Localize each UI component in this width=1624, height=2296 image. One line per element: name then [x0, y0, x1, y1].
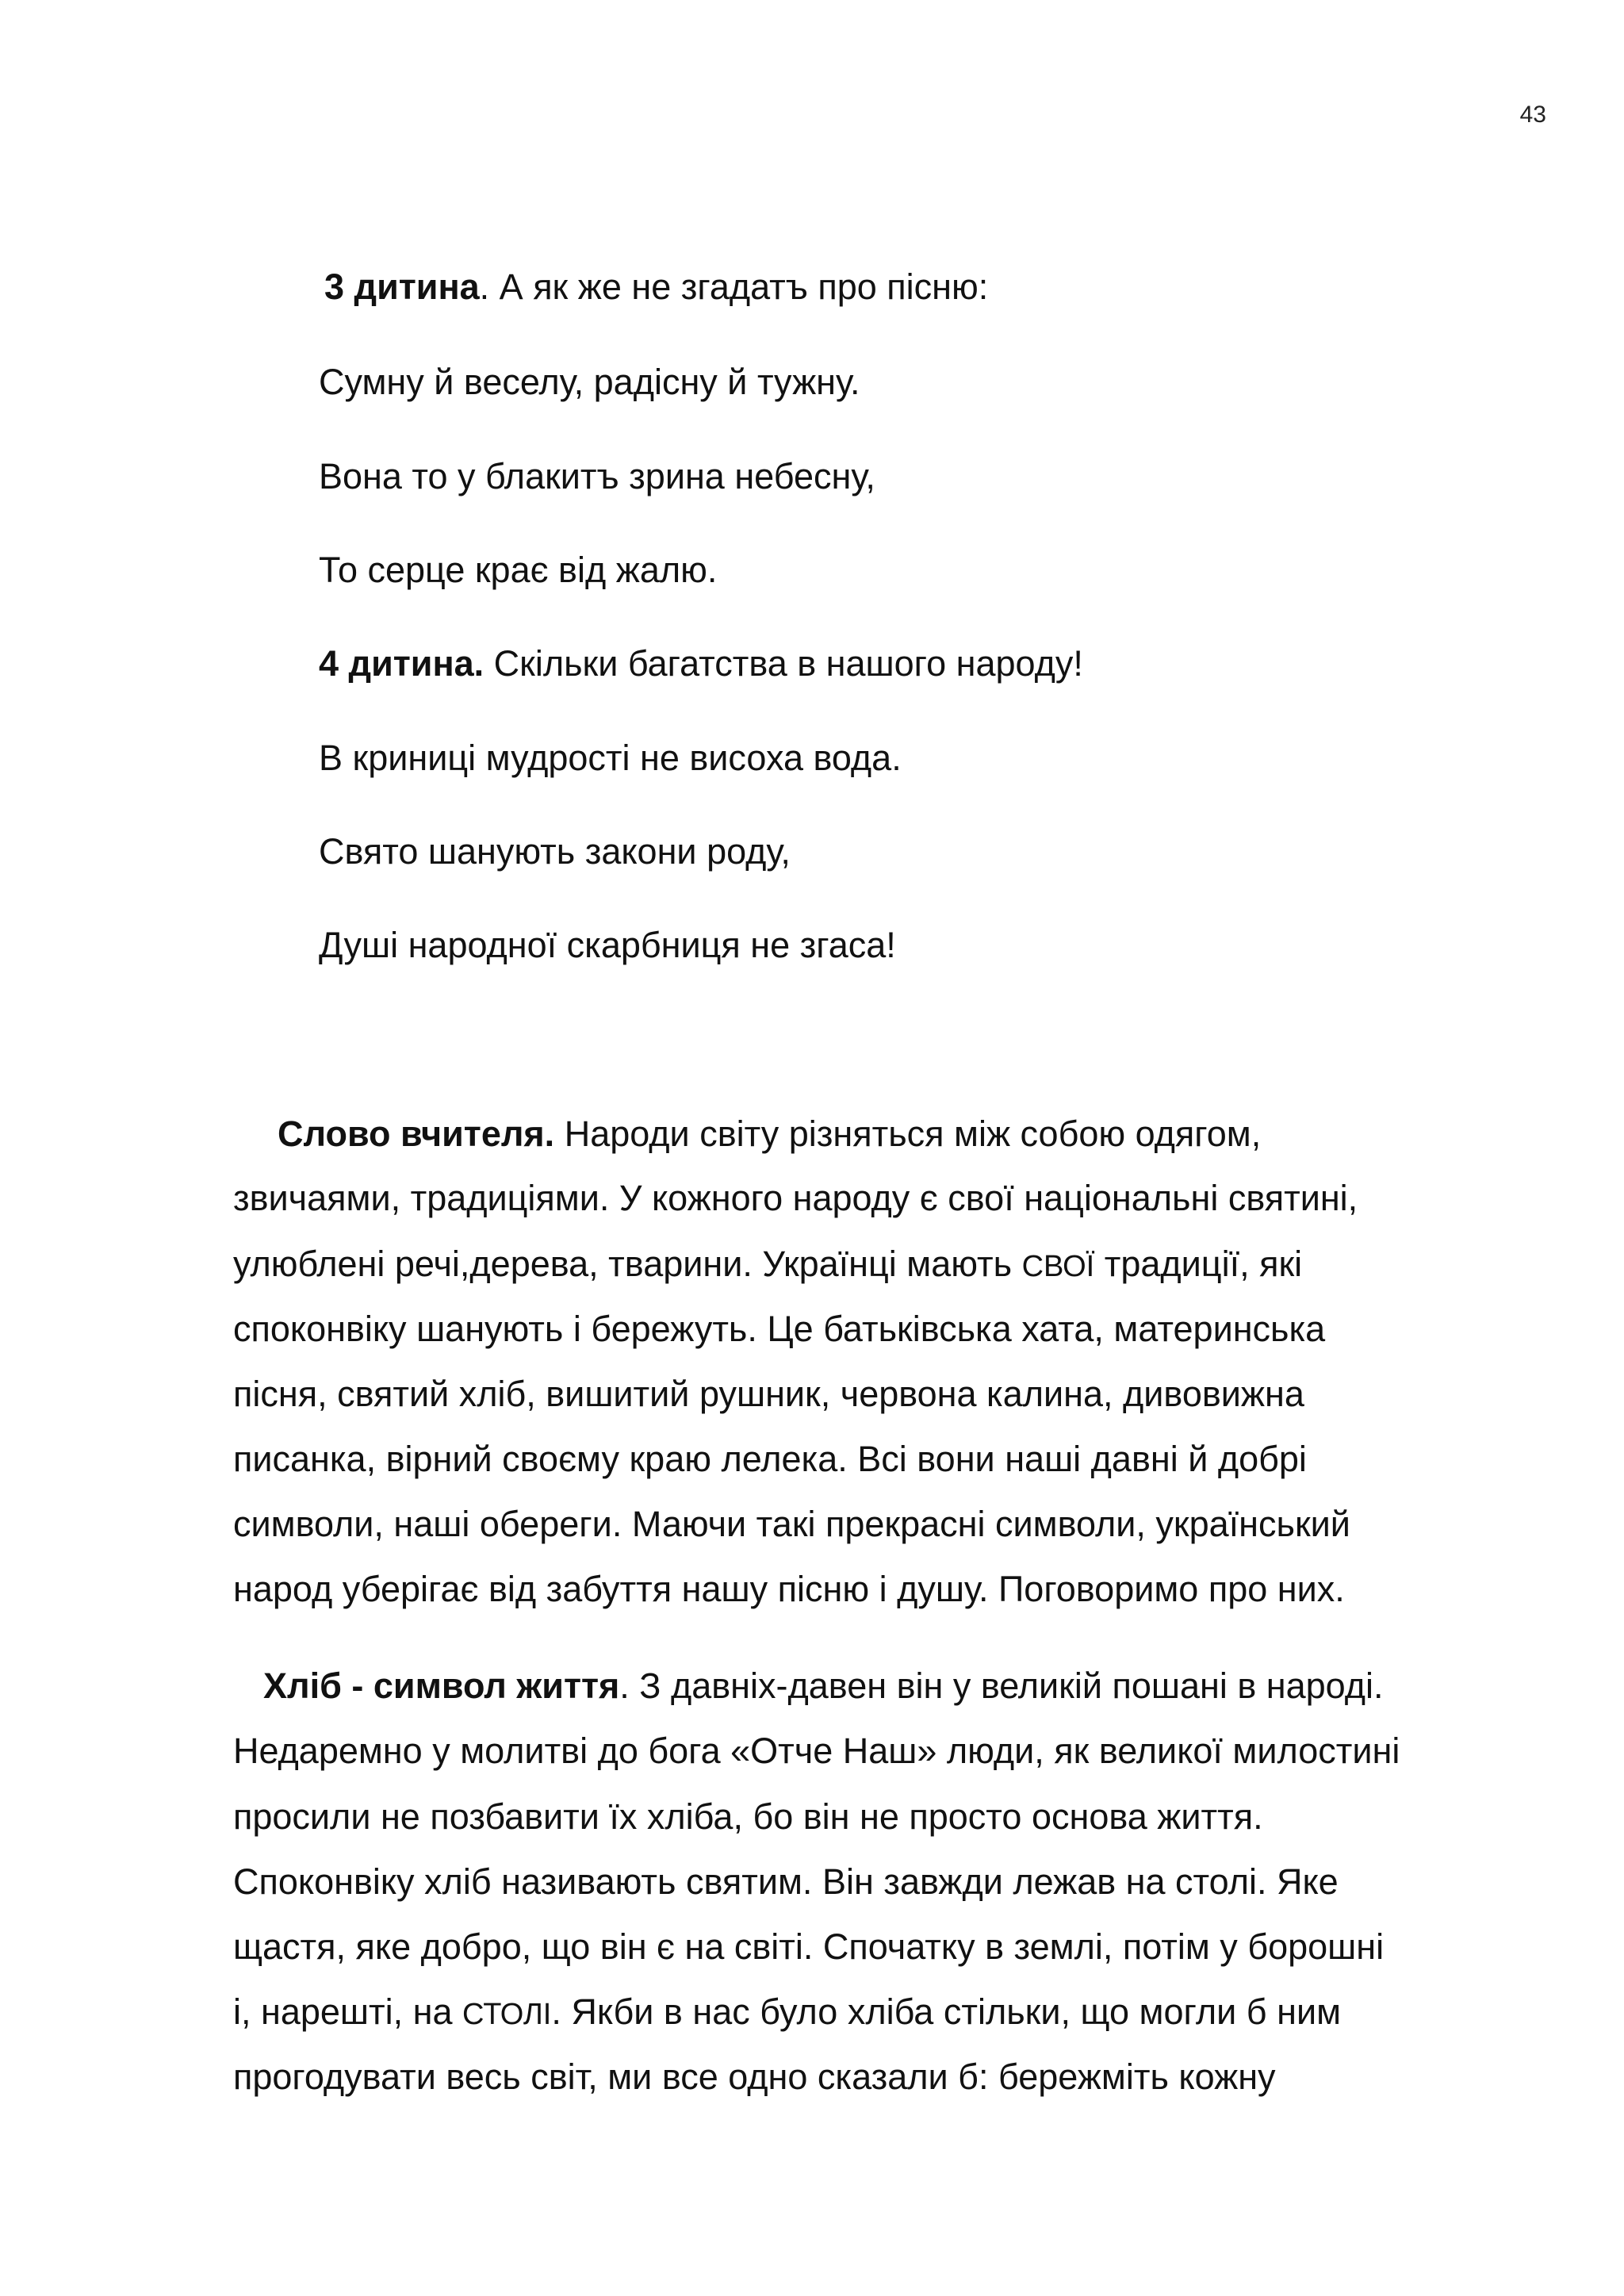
- paragraph-text-small: СТОЛІ: [462, 1998, 552, 2031]
- paragraph-line: народ уберігає від забуття нашу пісню і душу. Поговоримо про них.: [233, 1569, 1345, 1609]
- paragraph-heading: Хліб - символ життя: [263, 1665, 620, 1706]
- poem-line: Сумну й веселу, радісну й тужну.: [319, 362, 860, 402]
- paragraph-line: символи, наші обереги. Маючи такі прекрасні символи, український: [233, 1504, 1350, 1544]
- speaker-label: 4 дитина.: [319, 643, 485, 684]
- paragraph-line: [263, 1664, 1383, 1708]
- speaker-label: 3 дитина: [324, 266, 480, 307]
- paragraph-line: [233, 1990, 1341, 2037]
- paragraph-line: писанка, вірний своєму краю лелека. Всі вони наші давні й добрі: [233, 1439, 1307, 1479]
- paragraph-line: Недаремно у молитві до бога «Отче Наш» люди, як великої милостині: [233, 1731, 1400, 1771]
- paragraph-line: просили не позбавити їх хліба, бо він не просто основа життя.: [233, 1796, 1263, 1837]
- paragraph-text-small: СВОЇ: [1021, 1250, 1095, 1283]
- paragraph-line: [233, 1242, 1302, 1289]
- poem-text: Скільки багатства в нашого народу!: [484, 643, 1083, 684]
- paragraph-text: улюблені речі,дерева, тварини. Українці мають: [233, 1244, 1022, 1284]
- paragraph-text: Народи світу різняться між собою одягом,: [554, 1114, 1262, 1154]
- poem-line: [324, 265, 988, 309]
- poem-line: Душі народної скарбниця не згаса!: [319, 925, 896, 965]
- poem-line: [319, 642, 1083, 686]
- paragraph-text: . Якби в нас було хліба стільки, що могли б ним: [551, 1991, 1342, 2032]
- paragraph-heading: Слово вчителя.: [278, 1114, 555, 1154]
- poem-line: Свято шанують закони роду,: [319, 831, 791, 872]
- page-number: 43: [1519, 102, 1546, 128]
- paragraph-line: [278, 1112, 1261, 1156]
- paragraph-text: і, нарешті, на: [233, 1991, 463, 2032]
- paragraph-line: споконвіку шанують і бережуть. Це батьківська хата, материнська: [233, 1309, 1326, 1349]
- poem-text: . А як же не згадатъ про пісню:: [479, 266, 989, 307]
- paragraph-text: . З давніх-давен він у великій пошані в народі.: [619, 1665, 1384, 1706]
- poem-line: То серце крає від жалю.: [319, 550, 718, 590]
- paragraph-line: пісня, святий хліб, вишитий рушник, червона калина, дивовижна: [233, 1374, 1304, 1414]
- paragraph-line: звичаями, традиціями. У кожного народу є свої національні святині,: [233, 1178, 1358, 1218]
- paragraph-line: прогодувати весь світ, ми все одно сказали б: бережміть кожну: [233, 2056, 1276, 2097]
- poem-line: Вона то у блакитъ зрина небесну,: [319, 456, 875, 496]
- poem-line: В криниці мудрості не висоха вода.: [319, 738, 902, 778]
- paragraph-line: Споконвіку хліб називають святим. Він завжди лежав на столі. Яке: [233, 1861, 1339, 1902]
- paragraph-text: традиції, які: [1094, 1244, 1303, 1284]
- paragraph-line: щастя, яке добро, що він є на світі. Спочатку в землі, потім у борошні: [233, 1926, 1385, 1967]
